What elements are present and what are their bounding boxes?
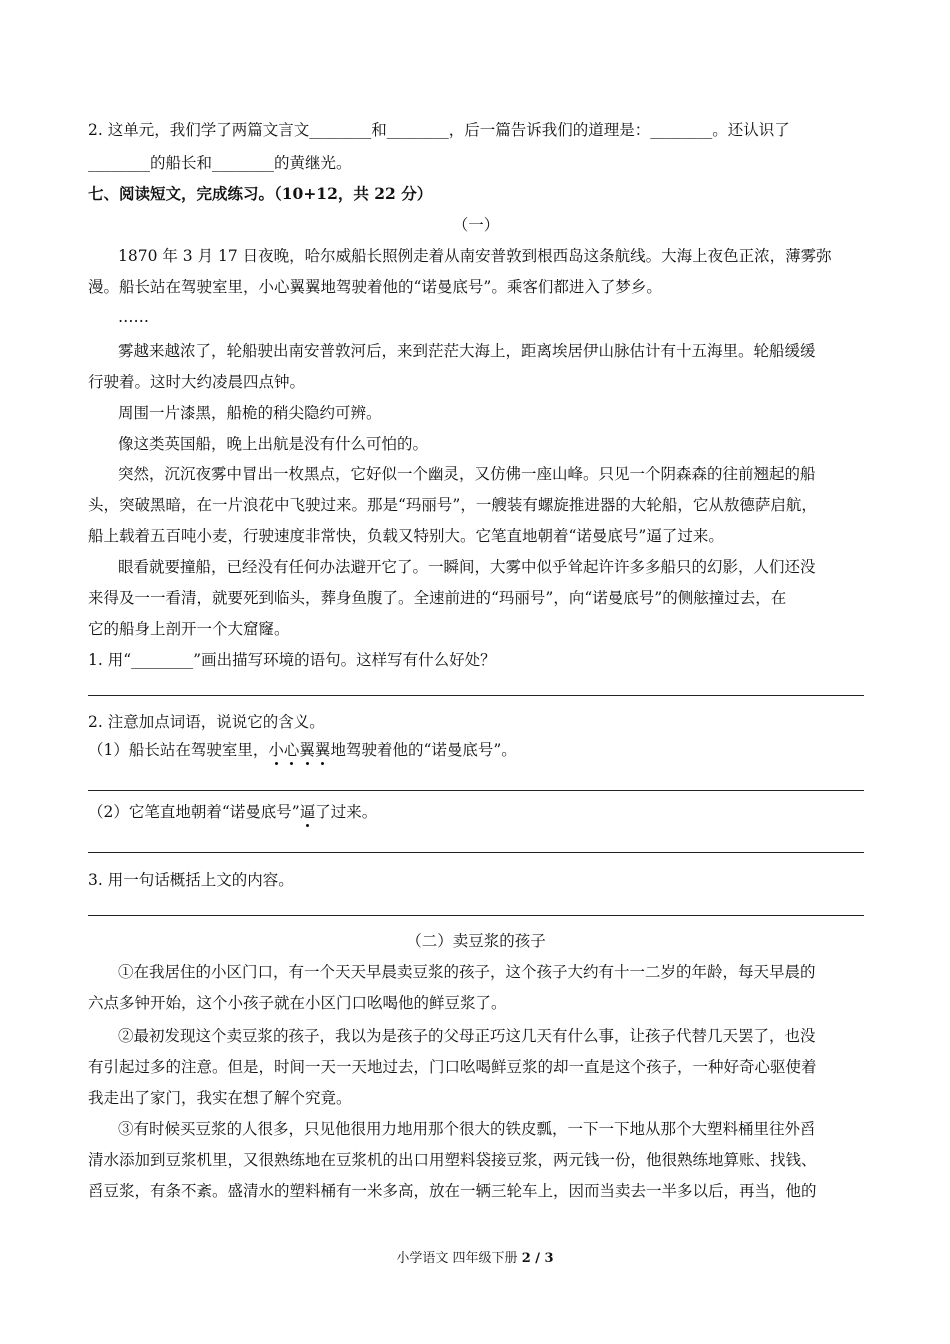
- passage-2-line: ③有时候买豆浆的人很多，只见他很用力地用那个很大的铁皮瓢，一下一下地从那个大塑料桶里往外舀: [118, 1120, 816, 1138]
- dotted-char: 翼: [299, 741, 315, 759]
- answer-line[interactable]: [88, 852, 864, 853]
- passage-1-line: 1870 年 3 月 17 日夜晚，哈尔威船长照例走着从南安普敦到根西岛这条航线。大海上夜色正浓，薄雾弥: [118, 247, 832, 265]
- passage-1-line: 船上载着五百吨小麦，行驶速度非常快，负载又特别大。它笔直地朝着“诺曼底号”逼了过来。: [88, 527, 724, 545]
- answer-line[interactable]: [88, 915, 864, 916]
- passage-1-line: 周围一片漆黑，船桅的稍尖隐约可辨。: [118, 404, 382, 422]
- dotted-char: 翼: [314, 741, 331, 759]
- question-2-part-2: [88, 802, 864, 822]
- question-2-part-1: [88, 740, 864, 760]
- question-2-part-1-suffix: 地驾驶着他的“诺曼底号”。: [330, 741, 517, 759]
- passage-1-line: 眼看就要撞船，已经没有任何办法避开它了。一瞬间，大雾中似乎耸起许许多多船只的幻影，人们还没: [118, 558, 816, 576]
- page-footer: [0, 1250, 950, 1268]
- passage-2-line: ①在我居住的小区门口，有一个天天早晨卖豆浆的孩子，这个孩子大约有十一二岁的年龄，每天早晨的: [118, 963, 816, 981]
- question-2-part-2-suffix: 了过来。: [315, 803, 378, 821]
- passage-2-subtitle: （二）卖豆浆的孩子: [406, 932, 546, 950]
- passage-1-line: 雾越来越浓了，轮船驶出南安普敦河后，来到茫茫大海上，距离埃居伊山脉估计有十五海里。轮船缓缓: [118, 342, 816, 360]
- footer-text: 小学语文 四年级下册: [396, 1251, 522, 1266]
- passage-1-line: 突然，沉沉夜雾中冒出一枚黑点，它好似一个幽灵，又仿佛一座山峰。只见一个阴森森的往前翘起的船: [118, 465, 816, 483]
- question-3: 3. 用一句话概括上文的内容。: [88, 871, 294, 889]
- passage-1-ellipsis: ……: [118, 308, 149, 326]
- dotted-char: 心: [283, 741, 300, 759]
- passage-2-line: 舀豆浆，有条不紊。盛清水的塑料桶有一米多高，放在一辆三轮车上，因而当卖去一半多以后，再当，他的: [88, 1182, 817, 1200]
- passage-2-line: 我走出了家门，我实在想了解个究竟。: [88, 1089, 352, 1107]
- dotted-char: 逼: [299, 803, 316, 821]
- question-2-part-1-prefix: （1）船长站在驾驶室里，: [88, 741, 269, 759]
- question-2-part-2-prefix: （2）它笔直地朝着“诺曼底号”: [88, 803, 300, 821]
- answer-line[interactable]: [88, 790, 864, 791]
- passage-1-line: 行驶着。这时大约凌晨四点钟。: [88, 373, 306, 391]
- section-heading: 七、阅读短文，完成练习。（10+12，共 22 分）: [88, 184, 433, 203]
- passage-2-line: 有引起过多的注意。但是，时间一天一天地过去，门口吆喝鲜豆浆的却一直是这个孩子，一种好奇心驱使着: [88, 1058, 817, 1076]
- answer-line[interactable]: [88, 695, 864, 696]
- passage-2-line: 清水添加到豆浆机里，又很熟练地在豆浆机的出口用塑料袋接豆浆，两元钱一份，他很熟练地算账、找钱、: [88, 1151, 817, 1169]
- dotted-char: 小: [268, 741, 284, 759]
- unit-question-line-1: 2. 这单元，我们学了两篇文言文________和________，后一篇告诉我们的道理是：________。还认识了: [88, 121, 790, 139]
- passage-1-line: 头，突破黑暗，在一片浪花中飞驶过来。那是“玛丽号”，一艘装有螺旋推进器的大轮船，它从敖德萨启航，: [88, 496, 817, 514]
- passage-1-subtitle: （一）: [452, 216, 500, 234]
- passage-1-line: 像这类英国船，晚上出航是没有什么可怕的。: [118, 435, 429, 453]
- question-2: 2. 注意加点词语，说说它的含义。: [88, 713, 325, 731]
- passage-2-line: ②最初发现这个卖豆浆的孩子，我以为是孩子的父母正巧这几天有什么事，让孩子代替几天罢了，也没: [118, 1027, 816, 1045]
- passage-2-line: 六点多钟开始，这个小孩子就在小区门口吆喝他的鲜豆浆了。: [88, 994, 507, 1012]
- passage-1-line: 来得及一一看清，就要死到临头，葬身鱼腹了。全速前进的“玛丽号”，向“诺曼底号”的侧舷撞过去，在: [88, 589, 787, 607]
- question-1: 1. 用“________”画出描写环境的语句。这样写有什么好处？: [88, 651, 496, 669]
- passage-1-line: 它的船身上剖开一个大窟窿。: [88, 620, 290, 638]
- passage-1-line: 漫。船长站在驾驶室里，小心翼翼地驾驶着他的“诺曼底号”。乘客们都进入了梦乡。: [88, 278, 662, 296]
- page-number: 2 / 3: [521, 1251, 554, 1266]
- unit-question-line-2: ________的船长和________的黄继光。: [88, 154, 352, 172]
